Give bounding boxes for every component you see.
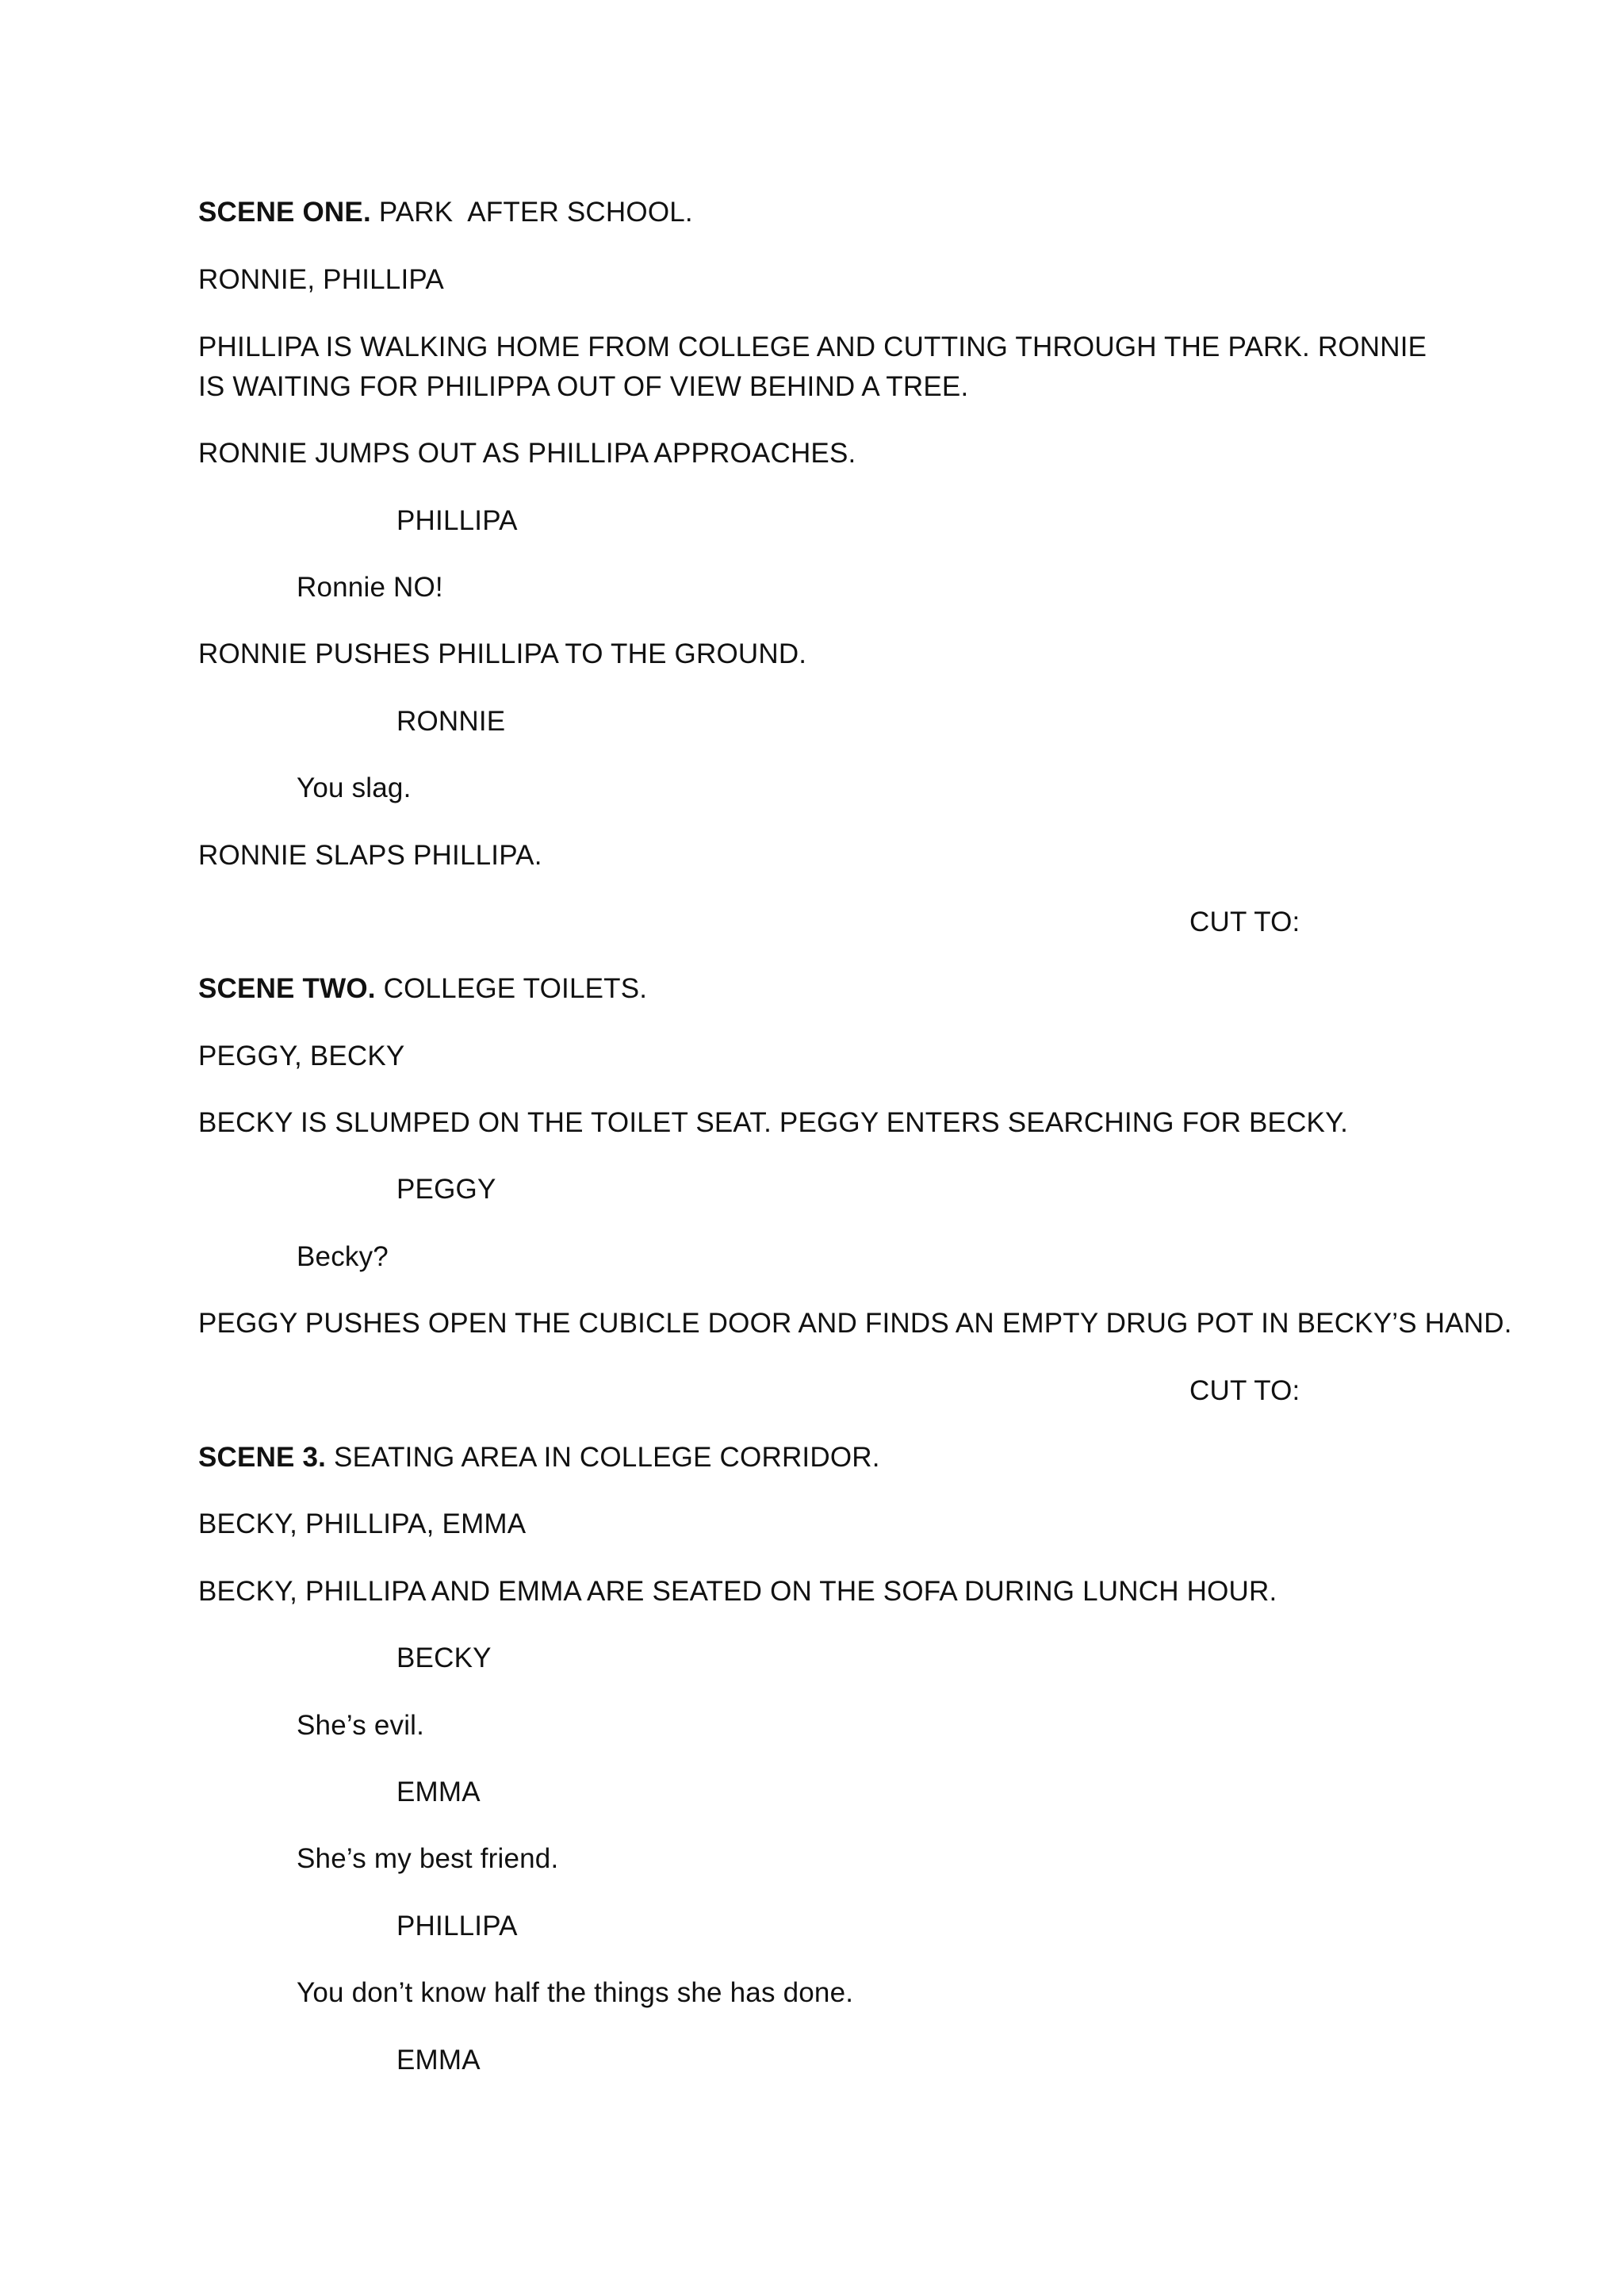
dialogue-line: Ronnie NO! (297, 572, 443, 603)
dialogue-line: She’s evil. (297, 1710, 425, 1741)
character-name: PEGGY (396, 1174, 496, 1205)
action-line: RONNIE SLAPS PHILLIPA. (198, 840, 542, 871)
scene-location: PARK AFTER SCHOOL. (370, 197, 693, 228)
transition-line: CUT TO: (1189, 907, 1300, 937)
scene-location: SEATING AREA IN COLLEGE CORRIDOR. (326, 1442, 880, 1473)
dialogue-line: You don’t know half the things she has done. (297, 1977, 854, 2008)
scene-cast: PEGGY, BECKY (198, 1041, 405, 1071)
character-name: PHILLIPA (396, 1911, 518, 1941)
dialogue-line: Becky? (297, 1241, 389, 1272)
scene-number: SCENE ONE. (198, 197, 371, 228)
scene-heading (198, 193, 693, 232)
scene-number: SCENE TWO. (198, 973, 376, 1004)
character-name: PHILLIPA (396, 505, 518, 536)
action-line: PEGGY PUSHES OPEN THE CUBICLE DOOR AND FINDS AN EMPTY DRUG POT IN BECKY’S HAND. (198, 1308, 1512, 1339)
dialogue-line: She’s my best friend. (297, 1843, 559, 1874)
scene-cast: BECKY, PHILLIPA, EMMA (198, 1508, 527, 1539)
action-line: PHILLIPA IS WALKING HOME FROM COLLEGE AND CUTTING THROUGH THE PARK. RONNIE IS WAITING FOR PHILIPPA OUT OF VIEW BEHIND A TREE. (198, 332, 1427, 402)
action-line: RONNIE PUSHES PHILLIPA TO THE GROUND. (198, 638, 807, 669)
character-name: EMMA (396, 2045, 481, 2076)
scene-heading (198, 969, 647, 1009)
character-name: RONNIE (396, 706, 506, 737)
transition-line: CUT TO: (1189, 1375, 1300, 1406)
character-name: BECKY (396, 1642, 492, 1673)
scene-location: COLLEGE TOILETS. (375, 973, 648, 1004)
scene-cast: RONNIE, PHILLIPA (198, 264, 444, 295)
action-line: BECKY IS SLUMPED ON THE TOILET SEAT. PEGGY ENTERS SEARCHING FOR BECKY. (198, 1107, 1349, 1138)
action-line: RONNIE JUMPS OUT AS PHILLIPA APPROACHES. (198, 438, 856, 469)
dialogue-line: You slag. (297, 772, 412, 803)
action-line: BECKY, PHILLIPA AND EMMA ARE SEATED ON THE SOFA DURING LUNCH HOUR. (198, 1576, 1277, 1607)
character-name: EMMA (396, 1777, 481, 1807)
scene-heading (198, 1438, 880, 1478)
scene-number: SCENE 3. (198, 1442, 327, 1473)
